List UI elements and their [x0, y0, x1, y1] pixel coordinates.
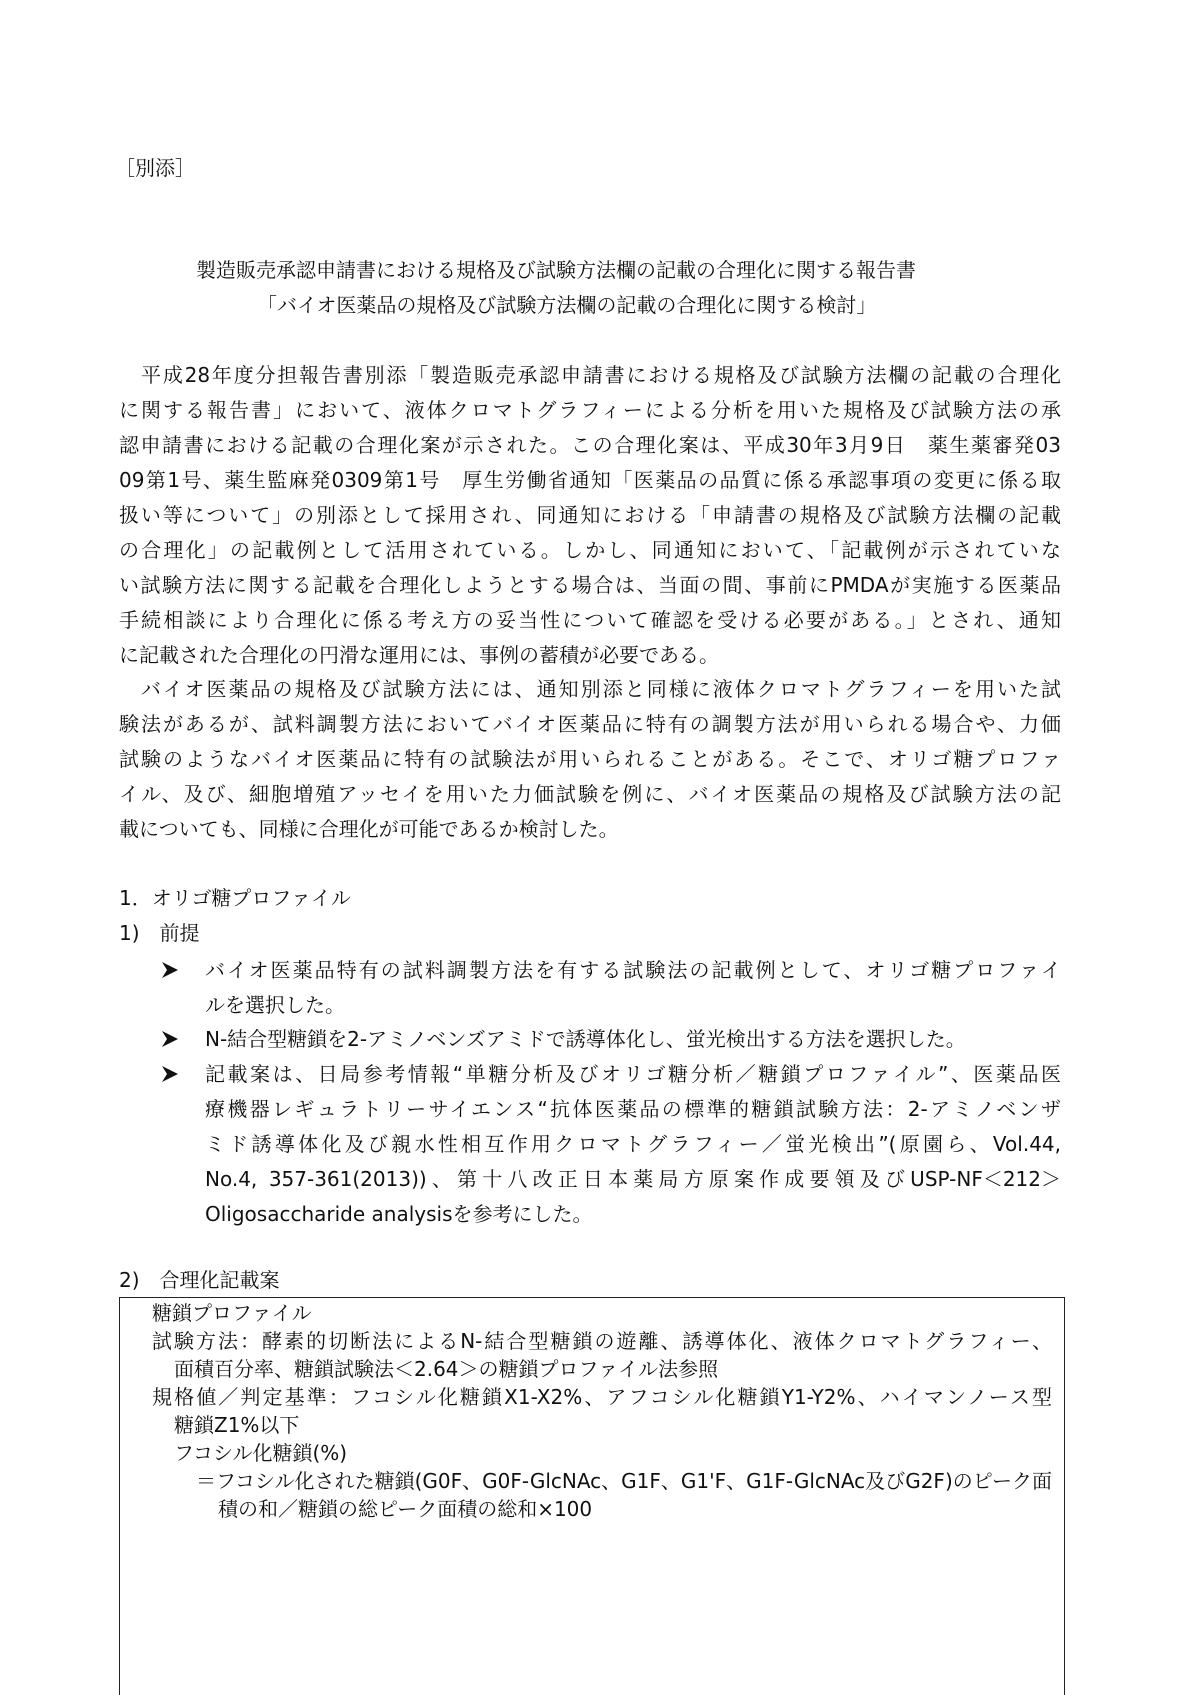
box-fucosylated-formula [196, 1471, 1052, 1527]
bullet-line: バイオ医薬品特有の試料調製方法を有する試験法の記載例として、オリゴ糖プロファイ [205, 958, 1061, 982]
bullet-line: Oligosaccharide analysisを参考にした。 [205, 1202, 593, 1226]
box-line: 試験方法：酵素的切断法によるN-結合型糖鎖の遊離、誘導体化、液体クロマトグラフィー、 [152, 1329, 1052, 1353]
box-fucosylated-label: フコシル化糖鎖(%) [174, 1441, 348, 1465]
paragraph-line: の合理化」の記載例として活用されている。しかし、同通知において、「記載例が示されていな [119, 538, 1061, 562]
bullet-item [205, 1029, 966, 1064]
bullet-line: ミド誘導体化及び親水性相互作用クロマトグラフィー／蛍光検出”(原園ら、Vol.44, [205, 1132, 1061, 1156]
box-item-name: 糖鎖プロファイル [152, 1301, 312, 1325]
box-line: 糖鎖Z1%以下 [174, 1413, 300, 1437]
arrow-bullet-icon [161, 1030, 179, 1048]
report-title: 製造販売承認申請書における規格及び試験方法欄の記載の合理化に関する報告書 [196, 258, 916, 282]
paragraph-line: 扱い等について」の別添として採用され、同通知における「申請書の規格及び試験方法欄の記載 [119, 503, 1061, 527]
paragraph-line: に関する報告書」において、液体クロマトグラフィーによる分析を用いた規格及び試験方法の承 [119, 398, 1061, 422]
paragraph-line: 手続相談により合理化に係る考え方の妥当性について確認を受ける必要がある。」とされ、通知 [119, 608, 1061, 632]
paragraph-line: 載についても、同様に合理化が可能であるか検討した。 [119, 817, 619, 841]
paragraph-line: 験法があるが、試料調製方法においてバイオ医薬品に特有の調製方法が用いられる場合や、力価 [119, 712, 1061, 736]
section-heading: 1．オリゴ糖プロファイル [119, 886, 351, 910]
paragraph-line: に記載された合理化の円滑な運用には、事例の蓄積が必要である。 [119, 643, 719, 667]
bullet-item [205, 960, 1061, 1030]
bullet-line: 療機器レギュラトリーサイエンス“抗体医薬品の標準的糖鎖試験方法：2-アミノベンザ [205, 1097, 1061, 1121]
paragraph-line: 平成28年度分担報告書別添「製造販売承認申請書における規格及び試験方法欄の記載の合理化 [141, 363, 1061, 387]
arrow-bullet-icon [161, 1065, 179, 1083]
bullet-line: 記載案は、日局参考情報“単糖分析及びオリゴ糖分析／糖鎖プロファイル”、医薬品医 [205, 1062, 1061, 1086]
intro-paragraph-1 [119, 365, 1061, 680]
paragraph-line: 認申請書における記載の合理化案が示された。この合理化案は、平成30年3月9日 薬生薬審発03 [119, 433, 1061, 457]
box-line: 面積百分率、糖鎖試験法＜2.64＞の糖鎖プロファイル法参照 [174, 1357, 719, 1381]
box-line: 規格値／判定基準：フコシル化糖鎖X1-X2%、アフコシル化糖鎖Y1-Y2%、ハイマンノース型 [152, 1385, 1052, 1409]
attachment-label: ［別添］ [115, 156, 195, 180]
report-subtitle: 「バイオ医薬品の規格及び試験方法欄の記載の合理化に関する検討」 [257, 293, 877, 317]
paragraph-line: イル、及び、細胞増殖アッセイを用いた力価試験を例に、バイオ医薬品の規格及び試験方法の記 [119, 782, 1061, 806]
bullet-line: N-結合型糖鎖を2-アミノベンズアミドで誘導体化し、蛍光検出する方法を選択した。 [205, 1027, 966, 1051]
paragraph-line: バイオ医薬品の規格及び試験方法には、通知別添と同様に液体クロマトグラフィーを用いた試 [141, 677, 1061, 701]
box-specification [152, 1387, 1052, 1443]
paragraph-line: い試験方法に関する記載を合理化しようとする場合は、当面の間、事前にPMDAが実施する医薬品 [119, 573, 1061, 597]
bullet-item [205, 1064, 1061, 1239]
arrow-bullet-icon [161, 961, 179, 979]
bullet-line: ルを選択した。 [205, 993, 345, 1017]
paragraph-line: 試験のようなバイオ医薬品に特有の試験法が用いられることがある。そこで、オリゴ糖プロファ [119, 747, 1061, 771]
bullet-line: No.4, 357-361(2013))、第十八改正日本薬局方原案作成要領及びUSP-NF＜212＞ [205, 1167, 1061, 1191]
intro-paragraph-2 [119, 679, 1061, 854]
subsection-heading: 2) 合理化記載案 [119, 1268, 280, 1292]
subsection-heading: 1) 前提 [119, 921, 200, 945]
paragraph-line: 09第1号、薬生監麻発0309第1号 厚生労働省通知「医薬品の品質に係る承認事項の変更に係る取 [119, 468, 1061, 492]
box-line: ＝フコシル化された糖鎖(G0F、G0F-GlcNAc、G1F、G1'F、G1F-GlcNAc及びG2F)のピーク面 [196, 1469, 1052, 1493]
box-line: 積の和／糖鎖の総ピーク面積の総和×100 [218, 1497, 593, 1521]
box-test-method [152, 1331, 1052, 1387]
